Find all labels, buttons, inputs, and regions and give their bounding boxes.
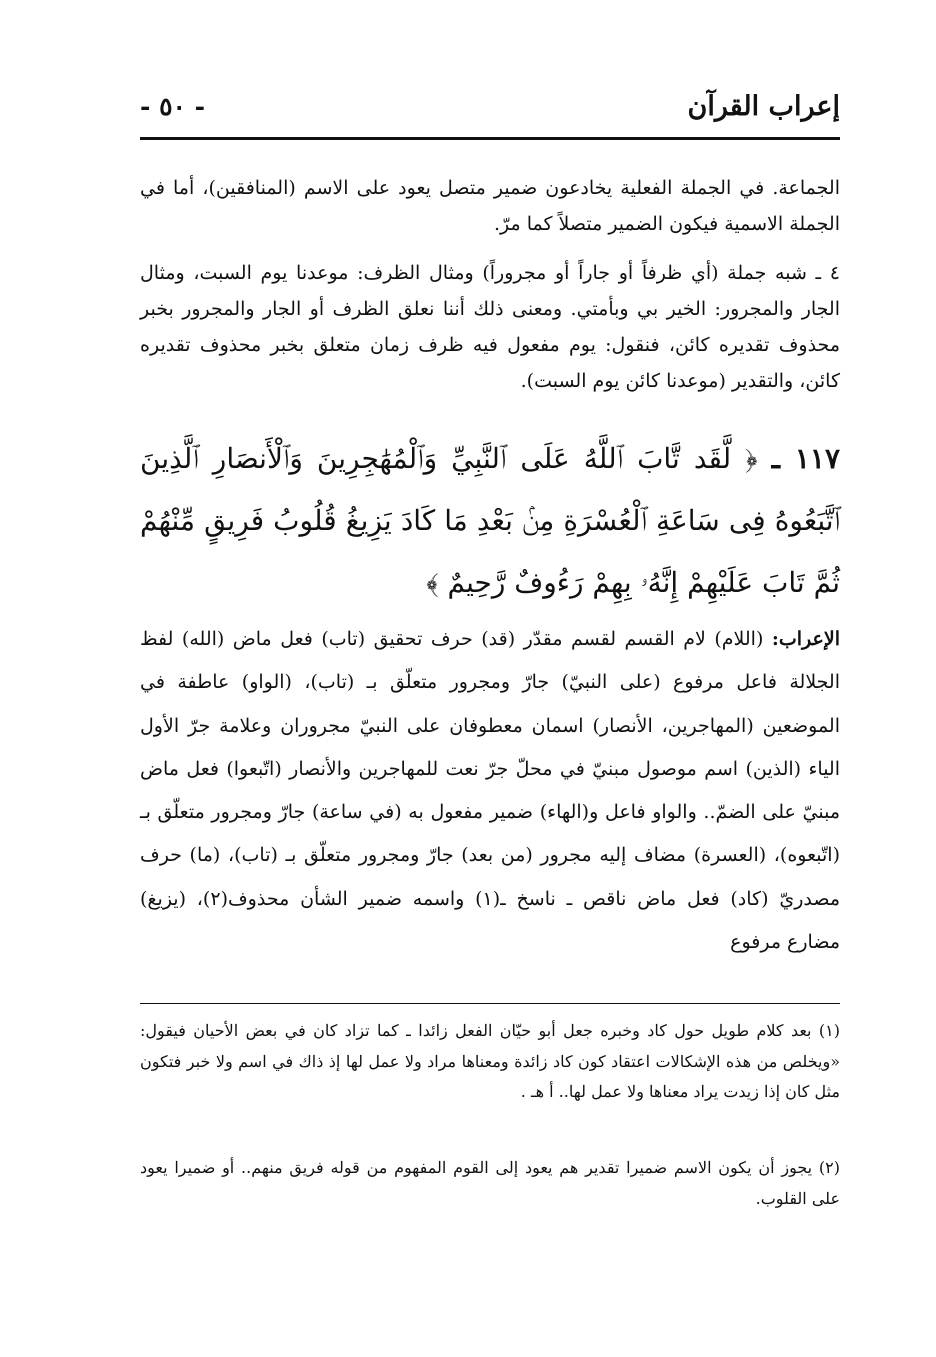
grammar-analysis-label: الإعراب: xyxy=(771,628,840,650)
body-paragraph-1: الجماعة. في الجملة الفعلية يخادعون ضمير متصل يعود على الاسم (المنافقين)، أما في الجملة الاسمية فيكون الضمير متصلاً كما مرّ. xyxy=(140,177,840,235)
grammar-analysis xyxy=(140,618,840,1003)
verse-number: ١١٧ ـ xyxy=(771,442,841,475)
footnote-2: (٢) يجوز أن يكون الاسم ضميرا تقدير هم يعود إلى القوم المفهوم من قوله فريق منهم.. أو ضميرا يعود على القلوب. xyxy=(140,1158,840,1208)
body-paragraph-2: ٤ ـ شبه جملة (أي ظرفاً أو جاراً أو مجروراً) ومثال الظرف: موعدنا يوم السبت، ومثال الجار والمجرور: الخير بي وبأمتي. ومعنى ذلك أننا نعلق الظرف أو الجار والمجرور بخبر محذوف تقديره كائن، فنقول: يوم مفعول فيه ظرف زمان متعلق بخبر محذوف تقديره كائن، والتقدير (موعدنا كائن يوم السبت). xyxy=(140,262,840,392)
footnote-1: (١) بعد كلام طويل حول كاد وخبره جعل أبو حيّان الفعل زائدا ـ كما تزاد كان في بعض الأحيان فيقول: «ويخلص من هذه الإشكالات اعتقاد كون كاد زائدة ومعناها مراد ولا عمل لها إذ ذاك في اسم ولا خبر فتكون مثل كان إذا زيدت يراد معناها ولا عمل لها.. أ هـ . xyxy=(140,1021,840,1102)
grammar-analysis-text: (اللام) لام القسم لقسم مقدّر (قد) حرف تحقيق (تاب) فعل ماض (الله) لفظ الجلالة فاعل مرفوع (على النبيّ) جارّ ومجرور متعلّق بـ (تاب)، (الواو) عاطفة في الموضعين (المهاجرين، الأنصار) اسمان معطوفان على النبيّ مجروران وعلامة جرّ الأول الياء (الذين) اسم موصول مبنيّ في محلّ جرّ نعت للمهاجرين والأنصار (اتّبعوا) فعل ماض مبنيّ على الضمّ.. والواو فاعل و(الهاء) ضمير مفعول به (في ساعة) جارّ ومجرور متعلّق بـ (اتّبعوه)، (العسرة) مضاف إليه مجرور (من بعد) جارّ ومجرور متعلّق بـ (تاب)، (ما) حرف مصدريّ (كاد) فعل ماض ناقص ـ ناسخ ـ(١) واسمه ضمير الشأن محذوف(٢)، (يزيغ) مضارع مرفوع xyxy=(140,628,840,954)
page-title: إعراب القرآن xyxy=(687,90,840,122)
page-number: - ٥٠ - xyxy=(140,91,206,121)
header-rule xyxy=(140,137,840,140)
page-header xyxy=(140,86,840,126)
footnote-rule xyxy=(140,1003,840,1004)
verse-text: ﴿ لَّقَد تَّابَ ٱللَّهُ عَلَى ٱلنَّبِيِّ وَٱلْمُهَٰجِرِينَ وَٱلْأَنصَارِ ٱلَّذِينَ ٱتَّبَعُوهُ فِى سَاعَةِ ٱلْعُسْرَةِ مِنۢ بَعْدِ مَا كَادَ يَزِيغُ قُلُوبُ فَرِيقٍ مِّنْهُمْ ثُمَّ تَابَ عَلَيْهِمْ إِنَّهُۥ بِهِمْ رَءُوفٌ رَّحِيمٌ ﴾ xyxy=(140,442,840,599)
quran-verse xyxy=(140,428,840,598)
